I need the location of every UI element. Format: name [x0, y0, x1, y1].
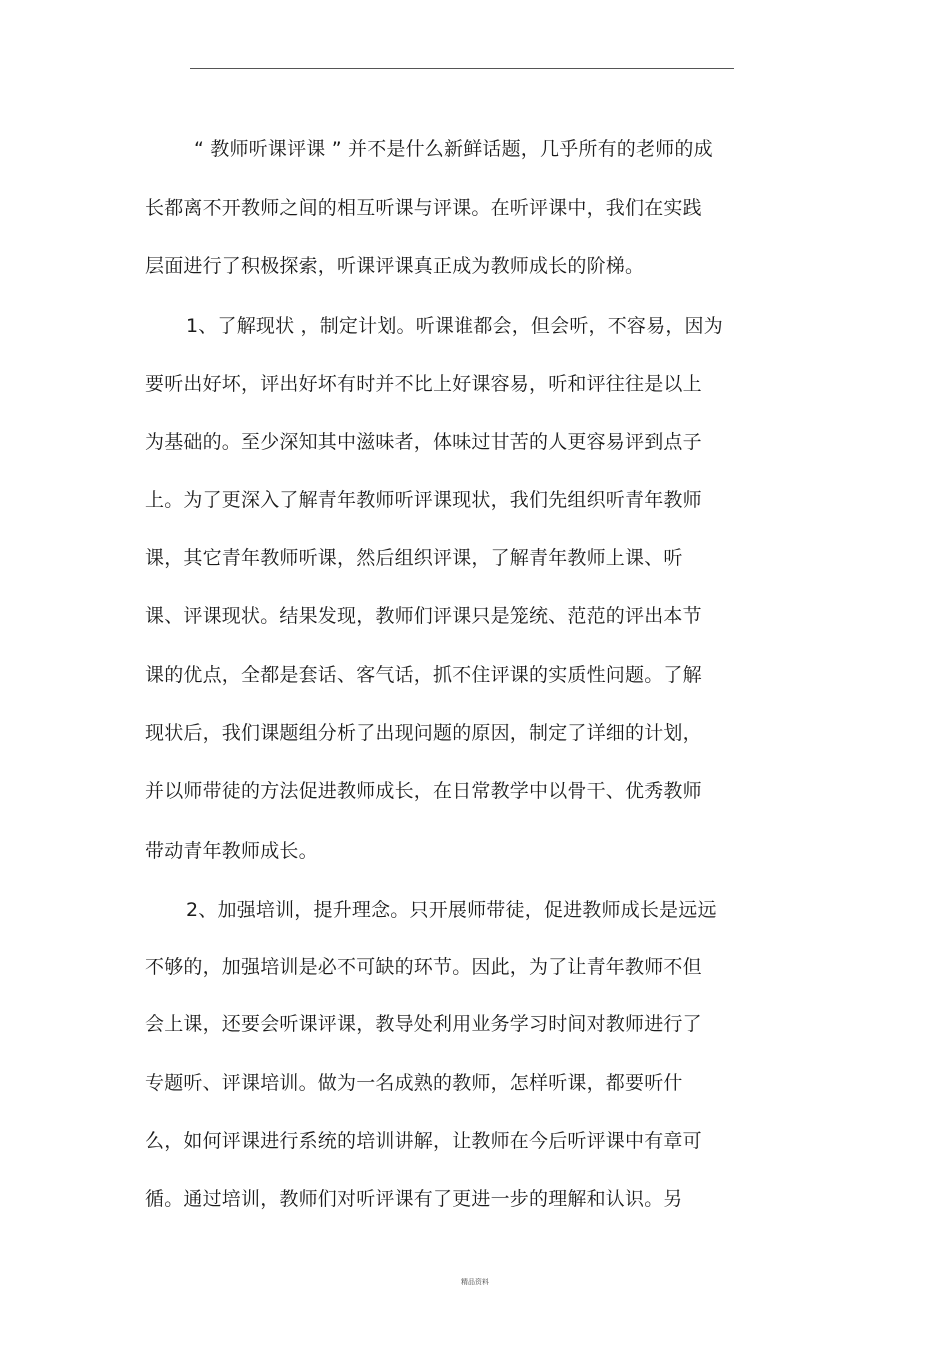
paragraph-line: 么，如何评课进行系统的培训讲解，让教师在今后听评课中有章可	[145, 1130, 702, 1152]
paragraph-line: 课，其它青年教师听课，然后组织评课，了解青年教师上课、听	[145, 547, 683, 569]
paragraph-line: 专题听、评课培训。做为一名成熟的教师，怎样听课，都要听什	[145, 1072, 683, 1094]
paragraph-line: 层面进行了积极探索，听课评课真正成为教师成长的阶梯。	[145, 255, 645, 277]
paragraph-line: 不够的，加强培训是必不可缺的环节。因此，为了让青年教师不但	[145, 956, 702, 978]
paragraph-line: 现状后，我们课题组分析了出现问题的原因，制定了详细的计划，	[145, 722, 702, 744]
paragraph-line: 1、了解现状 ，制定计划。听课谁都会，但会听，不容易，因为	[186, 315, 723, 337]
paragraph-line: 上。为了更深入了解青年教师听评课现状，我们先组织听青年教师	[145, 489, 702, 511]
paragraph-line: 要听出好坏，评出好坏有时并不比上好课容易，听和评往往是以上	[145, 373, 702, 395]
page-footer: 精品资料	[461, 1278, 489, 1286]
paragraph-line: 2、加强培训，提升理念。只开展师带徒，促进教师成长是远远	[186, 899, 717, 921]
paragraph-line: 循。通过培训，教师们对听评课有了更进一步的理解和认识。另	[145, 1188, 683, 1210]
paragraph-line: 课的优点，全都是套话、客气话，抓不住评课的实质性问题。了解	[145, 664, 702, 686]
paragraph-line: “ 教师听课评课 ” 并不是什么新鲜话题，几乎所有的老师的成	[194, 138, 713, 160]
header-rule	[190, 68, 734, 69]
paragraph-line: 为基础的。至少深知其中滋味者，体味过甘苦的人更容易评到点子	[145, 431, 702, 453]
paragraph-line: 并以师带徒的方法促进教师成长，在日常教学中以骨干、优秀教师	[145, 780, 702, 802]
paragraph-line: 长都离不开教师之间的相互听课与评课。在听评课中，我们在实践	[145, 197, 702, 219]
paragraph-line: 课、评课现状。结果发现，教师们评课只是笼统、范范的评出本节	[145, 605, 702, 627]
paragraph-line: 带动青年教师成长。	[145, 840, 318, 862]
paragraph-line: 会上课，还要会听课评课，教导处利用业务学习时间对教师进行了	[145, 1013, 702, 1035]
